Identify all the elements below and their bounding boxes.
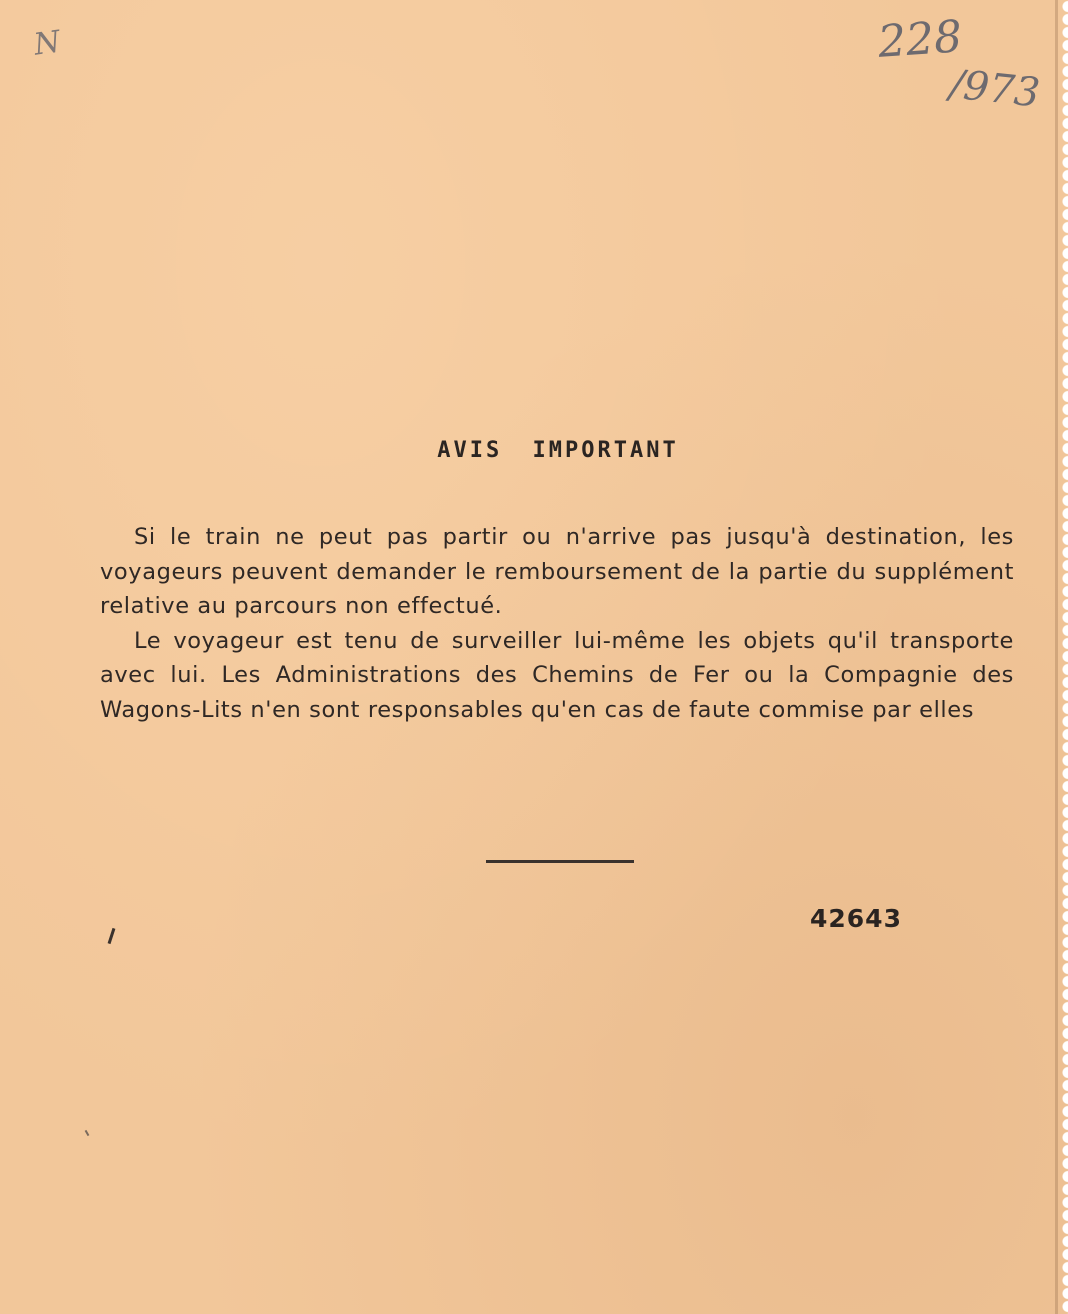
handwritten-reference-number: 228 [876,11,964,68]
handwritten-corner-mark: N [31,24,63,63]
notice-paragraph-liability: Le voyageur est tenu de surveiller lui-même les objets qu'il transporte avec lui. Les Administrations des Chemins de Fer ou la Compagnie des Wagons-Lits n'en sont responsables qu'en cas de faute commise par elles [100,627,1014,723]
notice-heading: AVIS IMPORTANT [437,438,679,463]
notice-body [100,520,1014,727]
notice-paragraph-refund: Si le train ne peut pas partir ou n'arrive pas jusqu'à destination, les voyageurs peuvent demander le remboursement de la partie du supplément relative au parcours non effectué. [100,524,1014,619]
handwritten-reference-fraction: /973 [947,61,1042,117]
ink-mark [108,928,116,944]
paper-speck [85,1130,90,1136]
divider-rule [486,860,634,863]
serial-number: 42643 [810,904,902,933]
perforated-edge [1054,0,1068,1314]
